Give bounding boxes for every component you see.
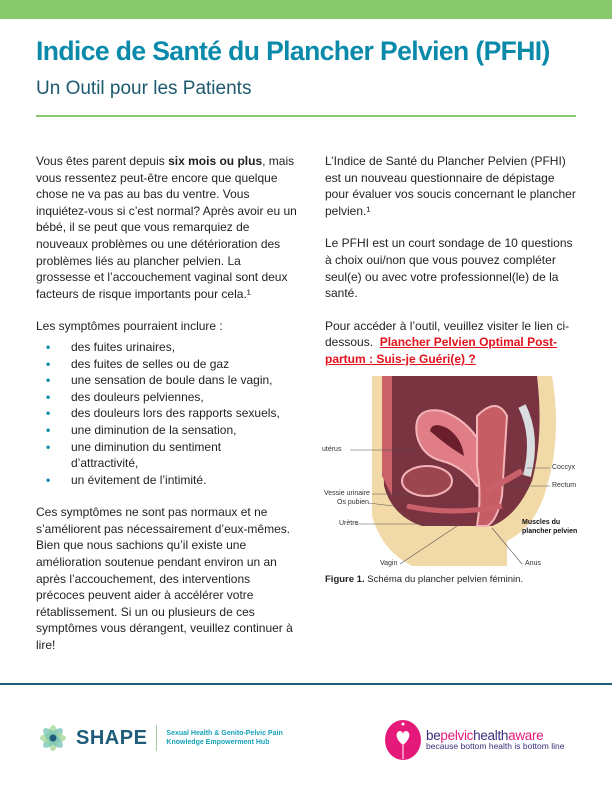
list-item-text: une diminution du sentiment d’attractivité, xyxy=(71,439,222,471)
label-muscles-line1: Muscles du xyxy=(522,519,561,526)
label-urethra: Urètre xyxy=(339,520,359,527)
bullet-icon: • xyxy=(46,339,51,354)
heart-badge-icon xyxy=(384,719,422,761)
bullet-icon: • xyxy=(46,406,51,421)
footer-divider xyxy=(0,683,612,685)
bph-be: be xyxy=(426,728,441,743)
shape-tagline xyxy=(166,729,282,747)
pfhi-description: L’Indice de Santé du Plancher Pelvien (PFHI) est un nouveau questionnaire de dépistage pour évaluer vos soucis concernant le plancher pelvien.¹ xyxy=(325,154,576,218)
bph-tagline: because bottom health is bottom line xyxy=(426,741,565,751)
label-vagina: Vagin xyxy=(380,560,398,567)
list-item xyxy=(36,372,298,389)
top-accent-bar xyxy=(0,0,612,19)
pelvic-floor-diagram xyxy=(312,376,582,566)
page-title: Indice de Santé du Plancher Pelvien (PFHI) xyxy=(36,36,550,66)
bepelvichealthaware-logo xyxy=(384,719,564,761)
closing-paragraph: Ces symptômes ne sont pas normaux et ne s’améliorent pas nécessairement d’eux-mêmes. Bien que nous sachions qu’il existe une amélioration soutenue pendant environ un an après l’accouchement, des interventions précoces peuvent aider à accélérer votre rétablissement. Si un ou plusieurs de ces symptômes vous dérangent, veuillez continuer à lire! xyxy=(36,505,293,653)
label-anus: Anus xyxy=(525,560,541,567)
access-paragraph xyxy=(325,318,579,368)
anatomy-illustration xyxy=(312,376,582,566)
list-item xyxy=(36,356,298,373)
list-item-text: des douleurs pelviennes, xyxy=(71,389,204,404)
shape-tagline-2: Knowledge Empowerment Hub xyxy=(166,739,270,746)
bullet-icon: • xyxy=(46,422,51,437)
bullet-icon: • xyxy=(46,373,51,388)
bph-health: health xyxy=(473,728,509,743)
intro-text-rest: , mais vous ressentez peut-être encore que quelque chose ne va pas au bas du ventre. Vous inquiétez-vous si c’est normal? Après avoir eu un bébé, il se peut que vous remarquiez de nouveaux problèmes ou une détérioration des problèmes liés au plancher pelvien. La grossesse et l’accouchement vaginal sont deux facteurs de risque importants pour cela.¹ xyxy=(36,154,297,301)
bullet-icon: • xyxy=(46,439,51,454)
right-column xyxy=(325,153,579,384)
symptoms-list xyxy=(36,339,298,488)
list-item-text: des fuites de selles ou de gaz xyxy=(71,356,230,371)
page-subtitle: Un Outil pour les Patients xyxy=(36,78,252,99)
label-pelvic-floor-muscles xyxy=(522,518,577,536)
list-item xyxy=(36,389,298,406)
figure-caption xyxy=(325,574,523,585)
list-item-text: un évitement de l’intimité. xyxy=(71,472,207,487)
access-text: Pour accéder à l’outil, veuillez visiter le lien ci-dessous. xyxy=(325,318,570,350)
shape-logo xyxy=(36,720,283,756)
bph-pelvic: pelvic xyxy=(440,728,474,743)
header-divider xyxy=(36,115,576,117)
list-item xyxy=(36,405,298,422)
bullet-icon: • xyxy=(46,356,51,371)
bullet-icon: • xyxy=(46,389,51,404)
pfhi-tool-link[interactable]: Plancher Pelvien Optimal Post-partum : Suis-je Guéri(e) ? xyxy=(325,335,558,366)
label-bladder: Vessie urinaire xyxy=(324,490,370,497)
bph-aware: aware xyxy=(508,728,544,743)
label-coccyx: Coccyx xyxy=(552,464,575,471)
list-item-text: une sensation de boule dans le vagin, xyxy=(71,373,273,388)
shape-tagline-1: Sexual Health & Genito-Pelvic Pain xyxy=(166,730,283,737)
intro-text: Vous êtes parent depuis xyxy=(36,154,169,168)
shape-wordmark: SHAPE xyxy=(76,726,148,749)
caption-text: Schéma du plancher pelvien féminin. xyxy=(364,574,524,585)
pfhi-survey-info: Le PFHI est un court sondage de 10 questions à choix oui/non que vous pouvez compléter seul(e) ou avec votre professionnel(le) de la santé. xyxy=(325,236,573,301)
list-item-text: des douleurs lors des rapports sexuels, xyxy=(71,406,280,421)
list-item xyxy=(36,439,298,472)
shape-separator xyxy=(156,725,157,751)
caption-label: Figure 1. xyxy=(325,574,365,585)
intro-bold: six mois ou plus xyxy=(168,154,263,168)
label-rectum: Rectum xyxy=(552,482,577,489)
shape-flower-icon xyxy=(36,720,70,756)
label-uterus: utérus xyxy=(322,446,342,453)
list-item xyxy=(36,472,298,489)
bullet-icon: • xyxy=(46,472,51,487)
symptoms-intro: Les symptômes pourraient inclure : xyxy=(36,319,223,334)
list-item xyxy=(36,339,298,356)
intro-paragraph xyxy=(36,153,298,302)
left-column xyxy=(36,153,298,670)
label-pubic-bone: Os pubien xyxy=(337,499,369,506)
list-item-text: une diminution de la sensation, xyxy=(71,422,237,437)
label-muscles-line2: plancher pelvien xyxy=(522,528,578,535)
list-item xyxy=(36,422,298,439)
list-item-text: des fuites urinaires, xyxy=(71,339,176,354)
